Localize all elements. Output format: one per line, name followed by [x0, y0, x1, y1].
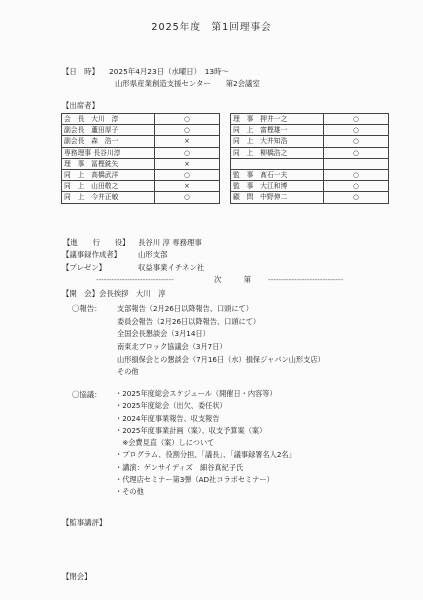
attendance-mark-right: ○ [324, 136, 389, 147]
report-item: 支部報告（2月26日以降報告、口頭にて） [117, 304, 253, 313]
table-gap [220, 181, 231, 192]
table-gap [220, 125, 231, 136]
report-item: 山形損保会との懇談会（7月16日（水）損保ジャパン山形支店） [117, 354, 325, 364]
attendee-name-right [231, 158, 324, 169]
discussion-label: 〇協議： [72, 390, 102, 399]
table-gap [220, 147, 231, 158]
presenter-label: 【プレゼン】 [62, 263, 107, 272]
attendance-mark-left: × [155, 181, 220, 192]
attendee-row [62, 136, 389, 147]
attendance-mark-left: × [155, 158, 220, 169]
attendee-name-left: 理 事 冨樫銑矢 [62, 158, 155, 169]
report-item: 南東北ブロック協議会（3月7日） [117, 342, 227, 352]
report-item: 委員会報告（2月26日以降報告、口頭にて） [117, 316, 261, 326]
attendee-row [62, 169, 389, 180]
attendance-mark-right: ○ [324, 181, 389, 192]
discussion-item: ※会費見直（案）しについて [115, 438, 215, 448]
chair-value: 長谷川 淳 専務理事 [138, 238, 202, 247]
discussion-item: ・その他 [115, 487, 144, 497]
closing-heading: 【閉会】 [62, 572, 92, 581]
report-list [117, 305, 325, 381]
discussion-item: ・2024年度事業報告、収支報告 [115, 413, 220, 423]
attendee-row [62, 181, 389, 192]
attendee-name-left: 専務理事 長谷川淳 [62, 147, 155, 158]
discussion-item: ・講演：ゲンサイディズ 細谷真紀子氏 [115, 462, 244, 472]
discussion-item: ・代理店セミナー第3弾（AD社コラボセミナー） [115, 475, 274, 485]
report-label: 〇報告： [72, 304, 102, 313]
table-gap [220, 114, 231, 125]
attendee-name-right: 理 事 押井一之 [231, 114, 324, 125]
attendee-name-right: 同 上 富樫雄一 [231, 125, 324, 136]
presenter-value: 収益事業イチネン社 [138, 263, 205, 272]
attendee-name-left: 会 長 大川 淳 [62, 114, 155, 125]
discussion-item: ・2025年度総会（出欠、委任状） [115, 401, 227, 411]
discussion-list [115, 390, 296, 501]
attendance-mark-left: ○ [155, 125, 220, 136]
attendees-label: 【出席者】 [62, 101, 99, 110]
document-title: 2025年度 第1回理事会 [151, 22, 272, 33]
attendee-name-left: 同 上 今井正敏 [62, 192, 155, 203]
attendance-mark-left: ○ [155, 114, 220, 125]
minutes-author-value: 山形支部 [138, 250, 168, 259]
discussion-item: ・プログラム、役割分担、「議長」、「議事録署名人2名」 [115, 450, 296, 460]
attendance-mark-left: ○ [155, 169, 220, 180]
attendance-mark-right: ○ [324, 125, 389, 136]
minutes-author-label: 【議事録作成者】 [62, 250, 122, 259]
attendance-mark-right: ○ [324, 169, 389, 180]
attendee-name-right: 同 上 柳橋浩之 [231, 147, 324, 158]
agenda-heading: 次 第 [214, 275, 251, 284]
datetime-value: 2025年4月23日（水曜日） 13時～ [109, 67, 229, 76]
attendee-row [62, 125, 389, 136]
table-gap [220, 169, 231, 180]
report-item: 全国会長懇談会（3月14日） [117, 329, 210, 339]
table-gap [220, 136, 231, 147]
attendance-mark-right: ○ [324, 192, 389, 203]
attendee-name-right: 同 上 大井知浩 [231, 136, 324, 147]
attendee-name-right: 監 事 髙石一夫 [231, 169, 324, 180]
attendee-name-left: 同 上 高橋武洋 [62, 169, 155, 180]
attendee-name-right: 顧 問 中野伸二 [231, 192, 324, 203]
attendance-mark-left: ○ [155, 192, 220, 203]
attendance-mark-right: ○ [324, 147, 389, 158]
attendee-name-left: 同 上 山田敬之 [62, 181, 155, 192]
table-gap [220, 192, 231, 203]
chair-label: 【進 行 役】 [63, 238, 130, 247]
attendee-name-right: 監 事 大江和博 [231, 181, 324, 192]
attendee-row [62, 147, 389, 158]
auditor-review-heading: 【監事講評】 [62, 518, 107, 527]
venue-value: 山形県産業創造支援センター 第2会議室 [115, 79, 260, 88]
attendance-mark-left: ○ [155, 147, 220, 158]
attendee-name-left: 副会長 蘆田厚子 [62, 125, 155, 136]
discussion-item: ・2025年度総会スケジュール（開催日・内容等） [115, 389, 277, 398]
attendance-mark-left: × [155, 136, 220, 147]
attendance-mark-right: ○ [324, 114, 389, 125]
report-item: その他 [117, 367, 139, 377]
datetime-label: 【日 時】 [62, 67, 99, 76]
opening-heading: 【開 会】会長挨拶 大川 淳 [62, 289, 166, 298]
attendee-row [62, 192, 389, 203]
attendee-name-left: 副会長 森 浩一 [62, 136, 155, 147]
attendance-table [61, 113, 379, 204]
agenda-divider-right: ----------------------------- [268, 275, 344, 284]
discussion-item: ・2025年度事業計画（案）、収支予算案（案） [115, 425, 267, 435]
attendee-row [62, 114, 389, 125]
table-gap [220, 158, 231, 169]
attendance-mark-right [324, 158, 389, 169]
agenda-divider-left: ------------------------------ [96, 275, 174, 284]
attendee-row [62, 158, 389, 169]
